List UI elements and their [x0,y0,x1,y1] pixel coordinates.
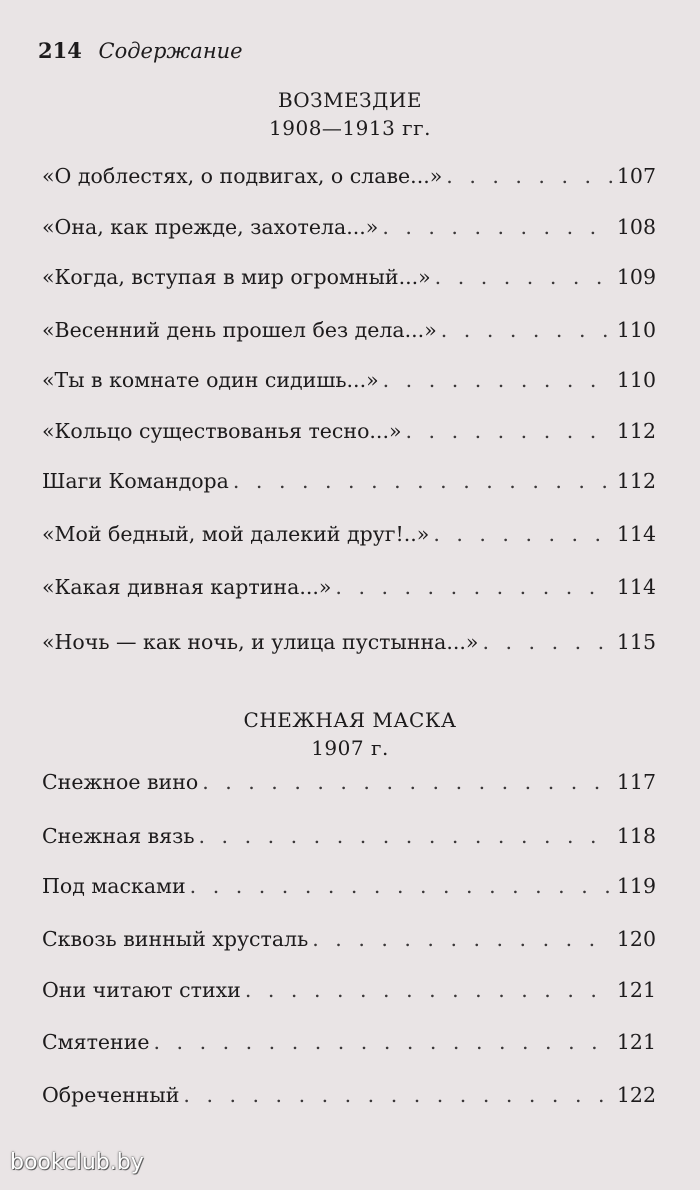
toc-entry-page: 119 [616,874,656,898]
toc-entry-page: 115 [616,630,656,654]
toc-entry-title: «Мой бедный, мой далекий друг!..» [42,522,430,546]
leader-dots [245,978,613,1002]
leader-dots [335,575,612,599]
leader-dots [446,164,613,188]
toc-entry-title: «Весенний день прошел без дела...» [42,318,437,342]
toc-entry [42,318,656,342]
toc-entry [42,215,656,239]
toc-entry-page: 114 [616,575,656,599]
toc-entry-page: 108 [616,215,656,239]
toc-entry-page: 120 [616,927,656,951]
toc-entry [42,575,656,599]
toc-entry [42,469,656,493]
toc-entry-page: 121 [616,1030,656,1054]
section-years: 1908—1913 гг. [269,116,431,140]
toc-entry [42,630,656,654]
leader-dots [154,1030,613,1054]
toc-entry-title: Шаги Командора [42,469,229,493]
toc-entry [42,770,656,794]
section-years: 1907 г. [311,736,389,760]
toc-entry-title: Смятение [42,1030,150,1054]
toc-entry-page: 107 [616,164,656,188]
leader-dots [190,874,613,898]
leader-dots [441,318,613,342]
leader-dots [383,368,613,392]
leader-dots [435,265,613,289]
page-number: 214 [38,38,82,63]
running-head [38,38,243,63]
toc-entry-page: 117 [616,770,656,794]
toc-entry [42,927,656,951]
toc-entry-title: «О доблестях, о подвигах, о славе...» [42,164,443,188]
toc-entry-title: «Когда, вступая в мир огромный...» [42,265,431,289]
toc-entry [42,265,656,289]
watermark: bookclub.by [10,1150,144,1175]
toc-entry-title: «Она, как прежде, захотела...» [42,215,379,239]
toc-entry-page: 112 [616,419,656,443]
section-title: ВОЗМЕЗДИЕ [278,88,422,112]
leader-dots [183,1083,612,1107]
toc-entry [42,824,656,848]
toc-entry [42,164,656,188]
leader-dots [482,630,612,654]
toc-entry-title: «Какая дивная картина...» [42,575,332,599]
toc-entry-title: Снежная вязь [42,824,195,848]
leader-dots [202,770,613,794]
toc-entry-title: «Кольцо существованья тесно...» [42,419,402,443]
leader-dots [433,522,613,546]
toc-entry-page: 121 [616,978,656,1002]
toc-entry-title: Под масками [42,874,186,898]
toc-entry [42,874,656,898]
leader-dots [233,469,613,493]
toc-entry-title: «Ты в комнате один сидишь...» [42,368,379,392]
toc-entry [42,419,656,443]
toc-entry-title: «Ночь — как ночь, и улица пустынна...» [42,630,479,654]
toc-entry-title: Обреченный [42,1083,180,1107]
running-head-title: Содержание [98,39,243,63]
toc-entry [42,368,656,392]
leader-dots [199,824,613,848]
toc-entry [42,522,656,546]
toc-entry-title: Снежное вино [42,770,199,794]
toc-entry-title: Они читают стихи [42,978,241,1002]
toc-entry-page: 112 [616,469,656,493]
leader-dots [382,215,613,239]
toc-entry-page: 122 [616,1083,656,1107]
toc-entry [42,1030,656,1054]
toc-entry [42,978,656,1002]
toc-entry-page: 110 [616,368,656,392]
leader-dots [406,419,613,443]
toc-entry-page: 109 [616,265,656,289]
leader-dots [312,927,613,951]
section-title: СНЕЖНАЯ МАСКА [243,708,457,732]
toc-entry-page: 110 [616,318,656,342]
toc-entry-page: 118 [616,824,656,848]
toc-entry [42,1083,656,1107]
toc-entry-title: Сквозь винный хрусталь [42,927,309,951]
toc-entry-page: 114 [616,522,656,546]
